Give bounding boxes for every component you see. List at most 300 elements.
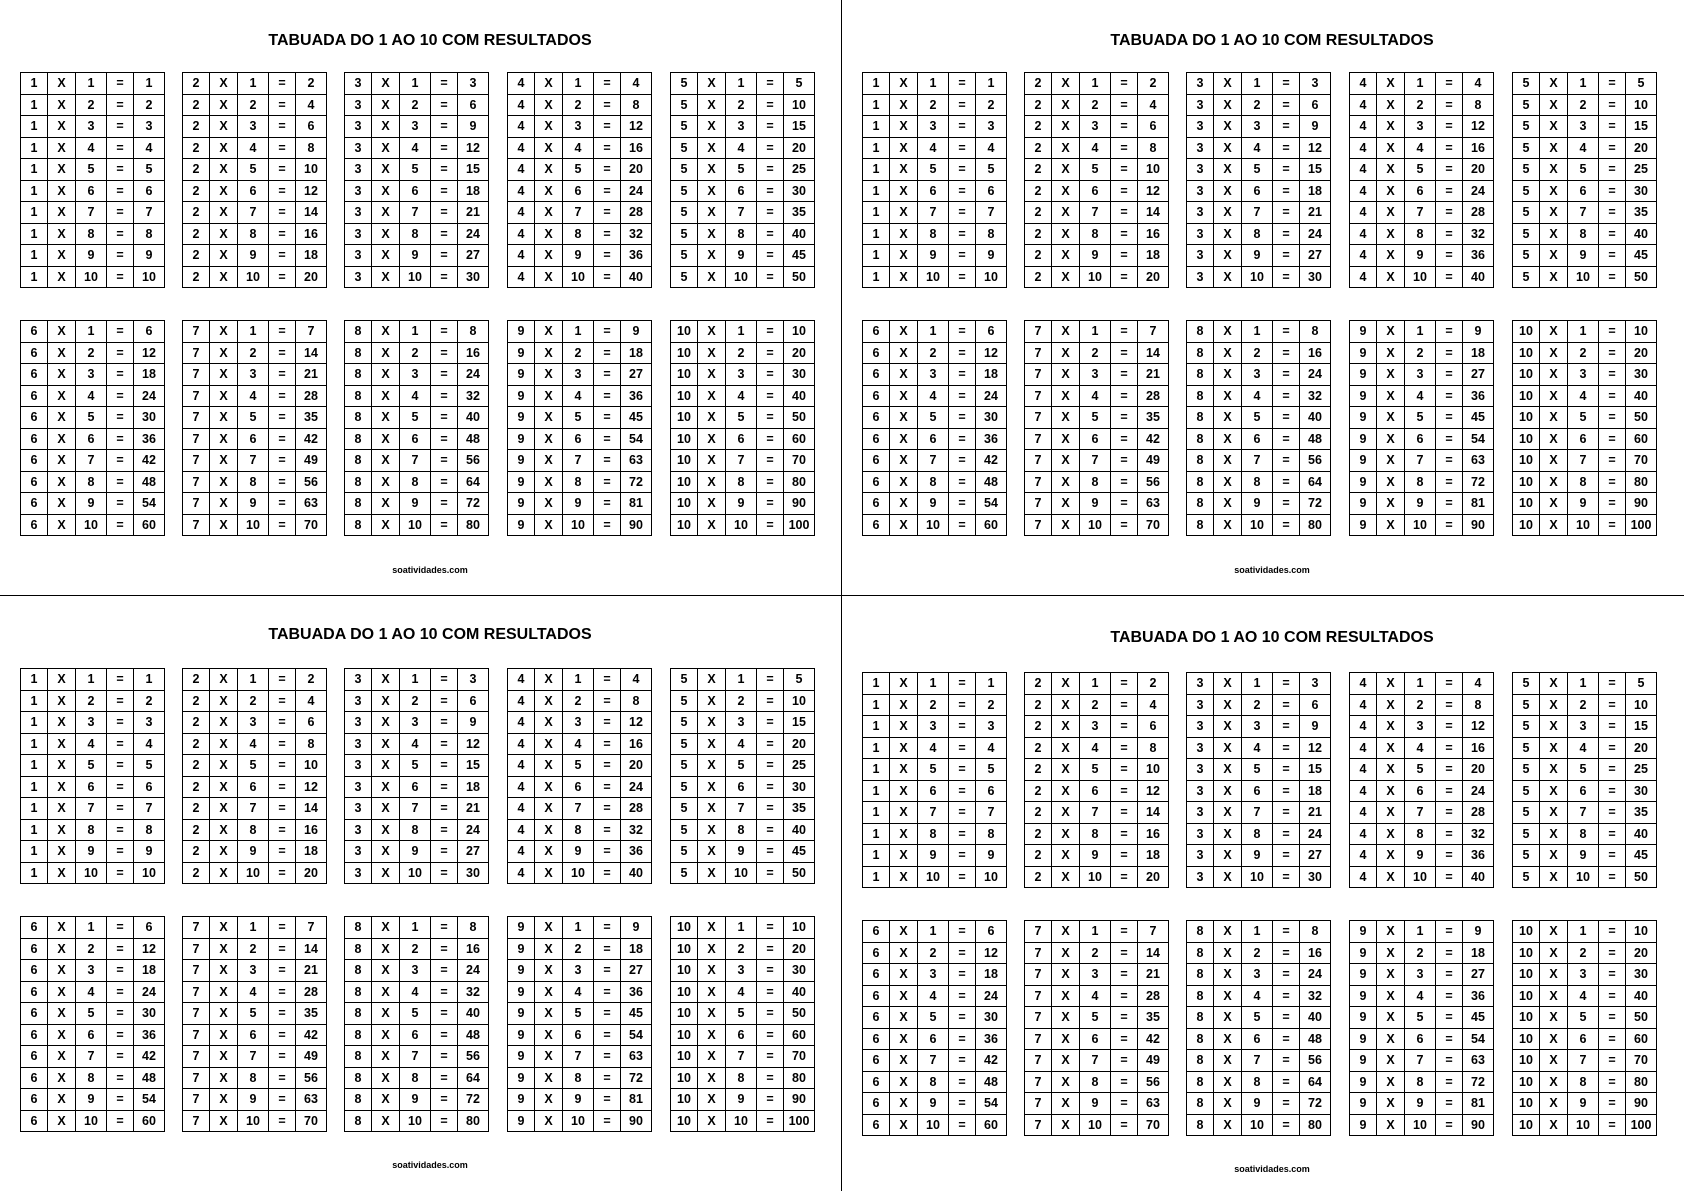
equals-sign-cell: = <box>1599 342 1626 364</box>
multiplier-cell: 4 <box>76 385 107 407</box>
result-cell: 25 <box>784 755 815 777</box>
operator-cell: X <box>210 364 238 386</box>
result-cell: 30 <box>1626 964 1657 986</box>
table-row <box>508 493 652 515</box>
table-row <box>345 862 489 884</box>
multiplicand-cell: 8 <box>1187 985 1214 1007</box>
operator-cell: X <box>372 938 400 960</box>
equals-sign-cell: = <box>1599 137 1626 159</box>
result-cell: 8 <box>1463 694 1494 716</box>
multiplier-cell: 7 <box>1080 202 1111 224</box>
multiplier-cell: 1 <box>238 73 269 95</box>
multiplier-cell: 6 <box>1080 1028 1111 1050</box>
multiplicand-cell: 1 <box>863 137 890 159</box>
result-cell: 8 <box>134 223 165 245</box>
table-row <box>671 862 815 884</box>
result-cell: 30 <box>458 266 489 288</box>
multiplier-cell: 10 <box>400 1110 431 1132</box>
operator-cell: X <box>1377 514 1405 536</box>
equals-sign-cell: = <box>949 180 976 202</box>
table-row <box>508 1067 652 1089</box>
multiplier-cell: 1 <box>918 673 949 695</box>
multiplier-cell: 7 <box>563 1046 594 1068</box>
table-row <box>1350 116 1494 138</box>
multiplier-cell: 5 <box>1242 759 1273 781</box>
operator-cell: X <box>1377 137 1405 159</box>
equals-sign-cell: = <box>1599 94 1626 116</box>
operator-cell: X <box>48 841 76 863</box>
multiplicand-cell: 8 <box>345 450 372 472</box>
table-row <box>508 180 652 202</box>
multiplier-cell: 5 <box>918 159 949 181</box>
operator-cell: X <box>1214 985 1242 1007</box>
operator-cell: X <box>1214 866 1242 888</box>
operator-cell: X <box>535 669 563 691</box>
multiplicand-cell: 9 <box>508 450 535 472</box>
multiplier-cell: 8 <box>1405 223 1436 245</box>
multiplier-cell: 7 <box>1405 450 1436 472</box>
result-cell: 24 <box>1300 964 1331 986</box>
operator-cell: X <box>1540 866 1568 888</box>
table-row <box>345 450 489 472</box>
operator-cell: X <box>372 960 400 982</box>
result-cell: 32 <box>621 223 652 245</box>
result-cell: 56 <box>1300 450 1331 472</box>
equals-sign-cell: = <box>1436 845 1463 867</box>
multiplicand-cell: 9 <box>508 917 535 939</box>
times-table-10 <box>1512 320 1657 536</box>
equals-sign-cell: = <box>757 841 784 863</box>
equals-sign-cell: = <box>107 245 134 267</box>
multiplicand-cell: 2 <box>183 159 210 181</box>
table-row <box>671 1110 815 1132</box>
table-row <box>508 202 652 224</box>
result-cell: 90 <box>784 493 815 515</box>
result-cell: 18 <box>1300 180 1331 202</box>
operator-cell: X <box>1377 1093 1405 1115</box>
table-row <box>1025 450 1169 472</box>
equals-sign-cell: = <box>269 73 296 95</box>
result-cell: 7 <box>1138 321 1169 343</box>
equals-sign-cell: = <box>757 1003 784 1025</box>
multiplicand-cell: 10 <box>1513 1007 1540 1029</box>
table-row <box>1025 823 1169 845</box>
table-row <box>671 733 815 755</box>
equals-sign-cell: = <box>594 180 621 202</box>
operator-cell: X <box>698 407 726 429</box>
operator-cell: X <box>1052 1093 1080 1115</box>
multiplier-cell: 4 <box>1568 137 1599 159</box>
result-cell: 40 <box>784 981 815 1003</box>
times-table-7 <box>182 320 327 536</box>
result-cell: 12 <box>296 776 327 798</box>
multiplicand-cell: 2 <box>183 223 210 245</box>
operator-cell: X <box>48 1024 76 1046</box>
operator-cell: X <box>1052 1050 1080 1072</box>
table-row <box>1187 223 1331 245</box>
equals-sign-cell: = <box>757 938 784 960</box>
operator-cell: X <box>210 1024 238 1046</box>
equals-sign-cell: = <box>269 1067 296 1089</box>
operator-cell: X <box>210 73 238 95</box>
table-row <box>1187 321 1331 343</box>
multiplier-cell: 4 <box>1568 737 1599 759</box>
equals-sign-cell: = <box>269 428 296 450</box>
multiplier-cell: 4 <box>400 981 431 1003</box>
result-cell: 5 <box>1626 73 1657 95</box>
table-row <box>508 1046 652 1068</box>
multiplier-cell: 1 <box>726 669 757 691</box>
multiplier-cell: 8 <box>1242 823 1273 845</box>
multiplicand-cell: 3 <box>1187 116 1214 138</box>
result-cell: 35 <box>1138 1007 1169 1029</box>
operator-cell: X <box>698 841 726 863</box>
operator-cell: X <box>1214 921 1242 943</box>
operator-cell: X <box>1540 1050 1568 1072</box>
multiplicand-cell: 6 <box>21 407 48 429</box>
result-cell: 40 <box>1463 266 1494 288</box>
result-cell: 6 <box>1138 116 1169 138</box>
multiplier-cell: 1 <box>76 73 107 95</box>
operator-cell: X <box>535 73 563 95</box>
operator-cell: X <box>890 321 918 343</box>
table-row <box>345 1003 489 1025</box>
result-cell: 49 <box>1138 450 1169 472</box>
result-cell: 1 <box>976 673 1007 695</box>
multiplicand-cell: 5 <box>671 266 698 288</box>
table-row <box>1350 921 1494 943</box>
multiplicand-cell: 3 <box>345 94 372 116</box>
operator-cell: X <box>698 266 726 288</box>
multiplicand-cell: 2 <box>183 202 210 224</box>
times-table-6 <box>20 916 165 1132</box>
result-cell: 64 <box>458 1067 489 1089</box>
multiplicand-cell: 8 <box>345 385 372 407</box>
multiplicand-cell: 1 <box>863 223 890 245</box>
table-row <box>1025 1050 1169 1072</box>
multiplier-cell: 5 <box>918 1007 949 1029</box>
multiplier-cell: 6 <box>563 1024 594 1046</box>
table-row <box>671 493 815 515</box>
equals-sign-cell: = <box>1273 266 1300 288</box>
multiplicand-cell: 2 <box>1025 759 1052 781</box>
multiplicand-cell: 9 <box>1350 364 1377 386</box>
result-cell: 18 <box>296 841 327 863</box>
table-row <box>21 137 165 159</box>
equals-sign-cell: = <box>949 1007 976 1029</box>
result-cell: 15 <box>1300 159 1331 181</box>
table-row <box>1513 202 1657 224</box>
multiplier-cell: 7 <box>1080 450 1111 472</box>
result-cell: 42 <box>1138 1028 1169 1050</box>
equals-sign-cell: = <box>949 73 976 95</box>
operator-cell: X <box>1377 116 1405 138</box>
multiplicand-cell: 7 <box>1025 985 1052 1007</box>
table-row <box>863 116 1007 138</box>
equals-sign-cell: = <box>431 755 458 777</box>
table-row <box>508 342 652 364</box>
operator-cell: X <box>698 202 726 224</box>
table-row <box>671 202 815 224</box>
multiplicand-cell: 7 <box>1025 321 1052 343</box>
result-cell: 15 <box>458 755 489 777</box>
operator-cell: X <box>535 321 563 343</box>
multiplicand-cell: 1 <box>21 245 48 267</box>
times-table-6 <box>862 920 1007 1136</box>
equals-sign-cell: = <box>757 116 784 138</box>
multiplicand-cell: 1 <box>21 841 48 863</box>
multiplicand-cell: 6 <box>21 450 48 472</box>
result-cell: 8 <box>296 733 327 755</box>
result-cell: 15 <box>458 159 489 181</box>
table-row <box>1513 266 1657 288</box>
operator-cell: X <box>1540 823 1568 845</box>
multiplier-cell: 3 <box>76 116 107 138</box>
multiplicand-cell: 4 <box>508 180 535 202</box>
table-row <box>671 960 815 982</box>
table-row <box>1513 407 1657 429</box>
multiplier-cell: 2 <box>76 690 107 712</box>
multiplier-cell: 8 <box>1080 1071 1111 1093</box>
equals-sign-cell: = <box>107 1089 134 1111</box>
equals-sign-cell: = <box>1599 780 1626 802</box>
operator-cell: X <box>698 755 726 777</box>
result-cell: 16 <box>1300 942 1331 964</box>
multiplicand-cell: 3 <box>345 798 372 820</box>
multiplier-cell: 8 <box>400 223 431 245</box>
multiplicand-cell: 5 <box>1513 759 1540 781</box>
multiplicand-cell: 8 <box>345 1089 372 1111</box>
multiplier-cell: 2 <box>1568 342 1599 364</box>
times-table-1 <box>20 668 165 884</box>
table-row <box>1350 845 1494 867</box>
operator-cell: X <box>48 73 76 95</box>
table-row <box>21 514 165 536</box>
multiplier-cell: 6 <box>1242 780 1273 802</box>
equals-sign-cell: = <box>1436 1093 1463 1115</box>
table-row <box>1513 1114 1657 1136</box>
multiplier-cell: 8 <box>1405 471 1436 493</box>
equals-sign-cell: = <box>107 493 134 515</box>
multiplicand-cell: 8 <box>345 917 372 939</box>
table-row <box>863 737 1007 759</box>
multiplicand-cell: 6 <box>863 428 890 450</box>
table-row <box>1187 94 1331 116</box>
multiplicand-cell: 9 <box>1350 450 1377 472</box>
operator-cell: X <box>48 94 76 116</box>
multiplier-cell: 3 <box>918 364 949 386</box>
multiplier-cell: 5 <box>238 407 269 429</box>
multiplier-cell: 5 <box>563 407 594 429</box>
operator-cell: X <box>1052 780 1080 802</box>
multiplicand-cell: 9 <box>508 1003 535 1025</box>
multiplicand-cell: 1 <box>863 759 890 781</box>
operator-cell: X <box>535 407 563 429</box>
multiplier-cell: 4 <box>1080 985 1111 1007</box>
multiplier-cell: 4 <box>726 385 757 407</box>
multiplier-cell: 9 <box>1405 845 1436 867</box>
multiplier-cell: 4 <box>76 137 107 159</box>
multiplier-cell: 3 <box>1242 964 1273 986</box>
table-row <box>863 964 1007 986</box>
multiplicand-cell: 1 <box>863 737 890 759</box>
table-row <box>21 776 165 798</box>
multiplier-cell: 8 <box>726 1067 757 1089</box>
result-cell: 30 <box>784 180 815 202</box>
multiplier-cell: 4 <box>1080 137 1111 159</box>
table-row <box>345 428 489 450</box>
equals-sign-cell: = <box>1111 716 1138 738</box>
table-row <box>1513 823 1657 845</box>
table-row <box>1187 245 1331 267</box>
result-cell: 40 <box>458 1003 489 1025</box>
table-row <box>1187 407 1331 429</box>
multiplicand-cell: 2 <box>1025 737 1052 759</box>
table-row <box>183 94 327 116</box>
multiplicand-cell: 1 <box>863 245 890 267</box>
operator-cell: X <box>1052 866 1080 888</box>
operator-cell: X <box>1377 866 1405 888</box>
table-row <box>183 116 327 138</box>
multiplicand-cell: 3 <box>345 223 372 245</box>
operator-cell: X <box>890 942 918 964</box>
multiplicand-cell: 9 <box>508 493 535 515</box>
multiplier-cell: 9 <box>400 245 431 267</box>
table-row <box>21 493 165 515</box>
result-cell: 90 <box>784 1089 815 1111</box>
result-cell: 81 <box>1463 493 1494 515</box>
multiplicand-cell: 4 <box>1350 223 1377 245</box>
multiplier-cell: 3 <box>238 960 269 982</box>
operator-cell: X <box>1214 321 1242 343</box>
multiplicand-cell: 4 <box>1350 716 1377 738</box>
equals-sign-cell: = <box>1599 694 1626 716</box>
equals-sign-cell: = <box>949 342 976 364</box>
operator-cell: X <box>890 493 918 515</box>
result-cell: 10 <box>296 159 327 181</box>
footer-watermark: soatividades.com <box>392 1160 468 1170</box>
equals-sign-cell: = <box>1111 159 1138 181</box>
multiplicand-cell: 9 <box>1350 514 1377 536</box>
multiplicand-cell: 2 <box>1025 694 1052 716</box>
operator-cell: X <box>1214 450 1242 472</box>
equals-sign-cell: = <box>1436 1071 1463 1093</box>
multiplicand-cell: 3 <box>1187 673 1214 695</box>
multiplier-cell: 9 <box>1405 1093 1436 1115</box>
table-row <box>1513 694 1657 716</box>
result-cell: 12 <box>1300 737 1331 759</box>
multiplier-cell: 6 <box>238 180 269 202</box>
equals-sign-cell: = <box>1111 737 1138 759</box>
equals-sign-cell: = <box>594 450 621 472</box>
operator-cell: X <box>698 1067 726 1089</box>
table-row <box>1350 73 1494 95</box>
multiplier-cell: 7 <box>726 798 757 820</box>
times-table-2 <box>1024 672 1169 888</box>
multiplier-cell: 5 <box>563 755 594 777</box>
multiplicand-cell: 3 <box>1187 716 1214 738</box>
result-cell: 5 <box>134 159 165 181</box>
operator-cell: X <box>372 493 400 515</box>
table-row <box>183 364 327 386</box>
multiplier-cell: 6 <box>918 428 949 450</box>
multiplicand-cell: 2 <box>1025 780 1052 802</box>
equals-sign-cell: = <box>949 202 976 224</box>
sheet-title: TABUADA DO 1 AO 10 COM RESULTADOS <box>1110 32 1434 49</box>
multiplicand-cell: 8 <box>345 1003 372 1025</box>
operator-cell: X <box>48 712 76 734</box>
multiplicand-cell: 6 <box>21 514 48 536</box>
table-row <box>671 981 815 1003</box>
operator-cell: X <box>1052 245 1080 267</box>
operator-cell: X <box>372 407 400 429</box>
multiplicand-cell: 4 <box>508 690 535 712</box>
result-cell: 50 <box>1626 266 1657 288</box>
equals-sign-cell: = <box>1599 321 1626 343</box>
table-row <box>1187 1093 1331 1115</box>
table-row <box>863 137 1007 159</box>
times-table-6 <box>20 320 165 536</box>
operator-cell: X <box>698 960 726 982</box>
multiplicand-cell: 7 <box>183 981 210 1003</box>
multiplicand-cell: 7 <box>1025 1028 1052 1050</box>
times-table-5 <box>670 72 815 288</box>
multiplier-cell: 4 <box>1242 385 1273 407</box>
equals-sign-cell: = <box>1599 428 1626 450</box>
multiplicand-cell: 5 <box>1513 116 1540 138</box>
equals-sign-cell: = <box>1436 73 1463 95</box>
operator-cell: X <box>210 917 238 939</box>
table-row <box>21 471 165 493</box>
operator-cell: X <box>1540 159 1568 181</box>
sheet-3 <box>20 596 840 1170</box>
multiplier-cell: 4 <box>1242 137 1273 159</box>
table-row <box>1513 921 1657 943</box>
table-row <box>21 960 165 982</box>
result-cell: 16 <box>458 938 489 960</box>
operator-cell: X <box>535 159 563 181</box>
table-row <box>21 407 165 429</box>
multiplier-cell: 5 <box>1080 1007 1111 1029</box>
multiplicand-cell: 1 <box>21 116 48 138</box>
multiplicand-cell: 2 <box>183 755 210 777</box>
multiplier-cell: 6 <box>563 428 594 450</box>
equals-sign-cell: = <box>757 669 784 691</box>
operator-cell: X <box>890 802 918 824</box>
result-cell: 20 <box>784 137 815 159</box>
operator-cell: X <box>698 493 726 515</box>
multiplicand-cell: 1 <box>21 798 48 820</box>
multiplier-cell: 1 <box>238 321 269 343</box>
result-cell: 60 <box>134 514 165 536</box>
result-cell: 6 <box>134 321 165 343</box>
operator-cell: X <box>535 223 563 245</box>
result-cell: 30 <box>976 407 1007 429</box>
result-cell: 30 <box>1626 180 1657 202</box>
multiplicand-cell: 9 <box>1350 1028 1377 1050</box>
multiplicand-cell: 9 <box>508 364 535 386</box>
multiplicand-cell: 8 <box>1187 321 1214 343</box>
operator-cell: X <box>1377 407 1405 429</box>
multiplicand-cell: 4 <box>508 116 535 138</box>
multiplicand-cell: 9 <box>508 514 535 536</box>
result-cell: 24 <box>458 960 489 982</box>
table-row <box>1025 202 1169 224</box>
operator-cell: X <box>535 981 563 1003</box>
multiplicand-cell: 6 <box>21 981 48 1003</box>
multiplicand-cell: 4 <box>508 841 535 863</box>
multiplicand-cell: 4 <box>1350 180 1377 202</box>
